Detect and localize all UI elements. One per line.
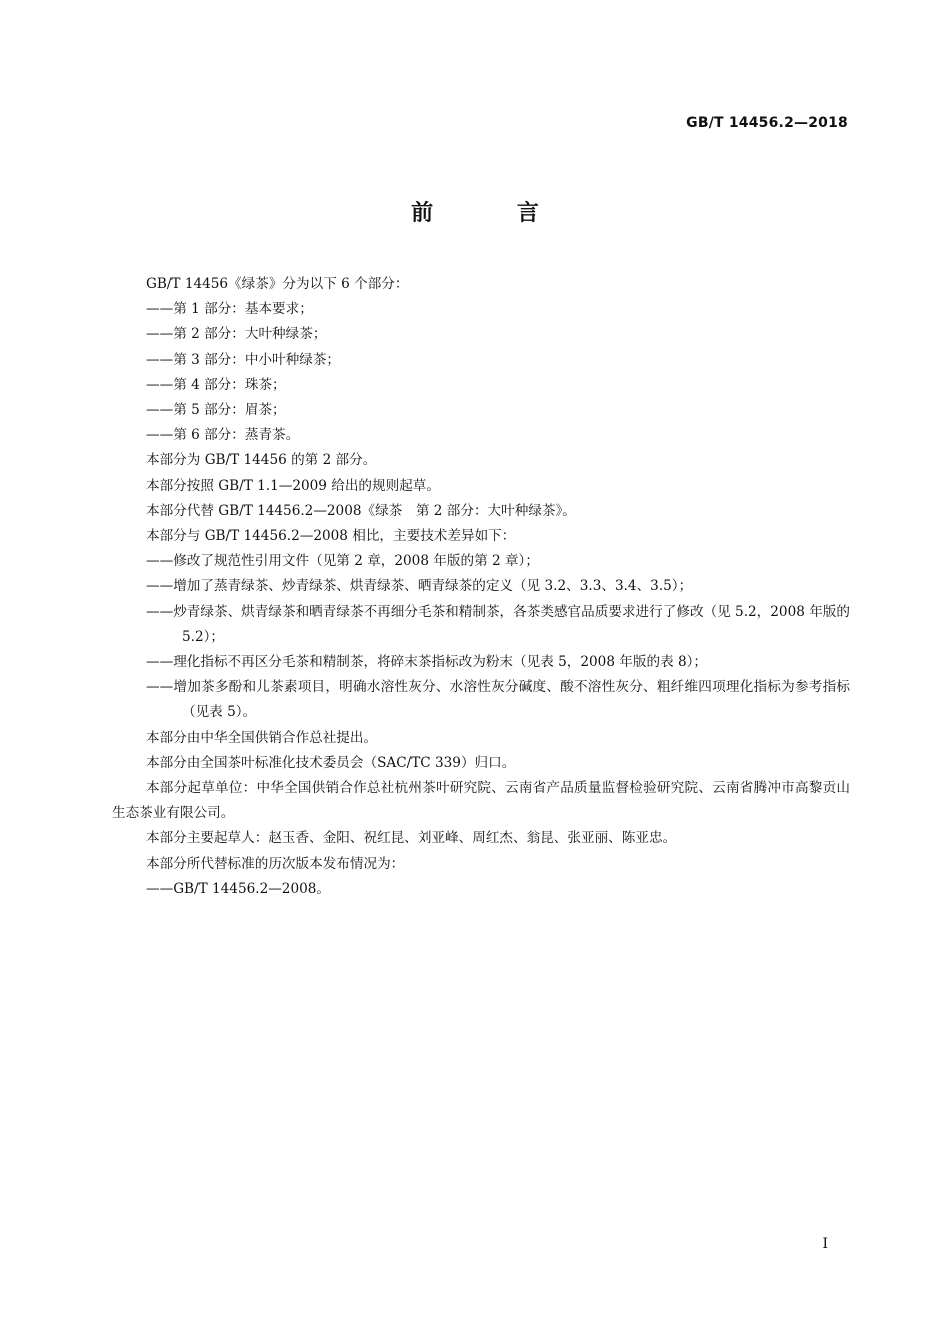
paragraph: 本部分按照 GB/T 1.1—2009 给出的规则起草。	[146, 477, 440, 494]
list-item: ——第 1 部分：基本要求；	[146, 301, 313, 318]
list-item: ——第 5 部分：眉茶；	[146, 402, 286, 419]
list-item: ——增加茶多酚和儿茶素项目，明确水溶性灰分、水溶性灰分碱度、酸不溶性灰分、粗纤维四项理化指标为参考指标（见表 5）。	[146, 679, 850, 721]
paragraph: 本部分起草单位：中华全国供销合作总社杭州茶叶研究院、云南省产品质量监督检验研究院、云南省腾冲市高黎贡山生态茶业有限公司。	[112, 780, 850, 822]
paragraph: 本部分主要起草人：赵玉香、金阳、祝红昆、刘亚峰、周红杰、翁昆、张亚丽、陈亚忠。	[146, 830, 677, 847]
paragraph: 本部分代替 GB/T 14456.2—2008《绿茶 第 2 部分：大叶种绿茶》。	[146, 502, 576, 519]
list-item: ——第 3 部分：中小叶种绿茶；	[146, 351, 341, 368]
paragraph: 本部分与 GB/T 14456.2—2008 相比，主要技术差异如下：	[146, 528, 516, 545]
list-item: ——第 2 部分：大叶种绿茶；	[146, 326, 327, 343]
foreword-body	[112, 272, 850, 902]
list-item: ——增加了蒸青绿茶、炒青绿茶、烘青绿茶、晒青绿茶的定义（见 3.2、3.3、3.4、3.5）；	[146, 578, 693, 595]
list-item: ——第 6 部分：蒸青茶。	[146, 427, 300, 444]
page-title: 前 言	[411, 201, 577, 226]
paragraph: 本部分所代替标准的历次版本发布情况为：	[146, 855, 405, 872]
list-item: ——炒青绿茶、烘青绿茶和晒青绿茶不再细分毛茶和精制茶，各茶类感官品质要求进行了修改（见 5.2，2008 年版的 5.2）；	[146, 603, 850, 645]
list-item: ——第 4 部分：珠茶；	[146, 376, 286, 393]
paragraph: 本部分为 GB/T 14456 的第 2 部分。	[146, 452, 377, 469]
list-item: ——GB/T 14456.2—2008。	[146, 880, 331, 897]
paragraph: GB/T 14456《绿茶》分为以下 6 个部分：	[146, 276, 409, 292]
standard-code: GB/T 14456.2—2018	[686, 115, 848, 131]
list-item: ——理化指标不再区分毛茶和精制茶，将碎末茶指标改为粉末（见表 5，2008 年版的表 8）；	[146, 654, 708, 671]
paragraph: 本部分由全国茶叶标准化技术委员会（SAC/TC 339）归口。	[146, 754, 516, 771]
list-item: ——修改了规范性引用文件（见第 2 章，2008 年版的第 2 章）；	[146, 553, 539, 570]
page-number: I	[822, 1236, 828, 1252]
paragraph: 本部分由中华全国供销合作总社提出。	[146, 729, 378, 746]
